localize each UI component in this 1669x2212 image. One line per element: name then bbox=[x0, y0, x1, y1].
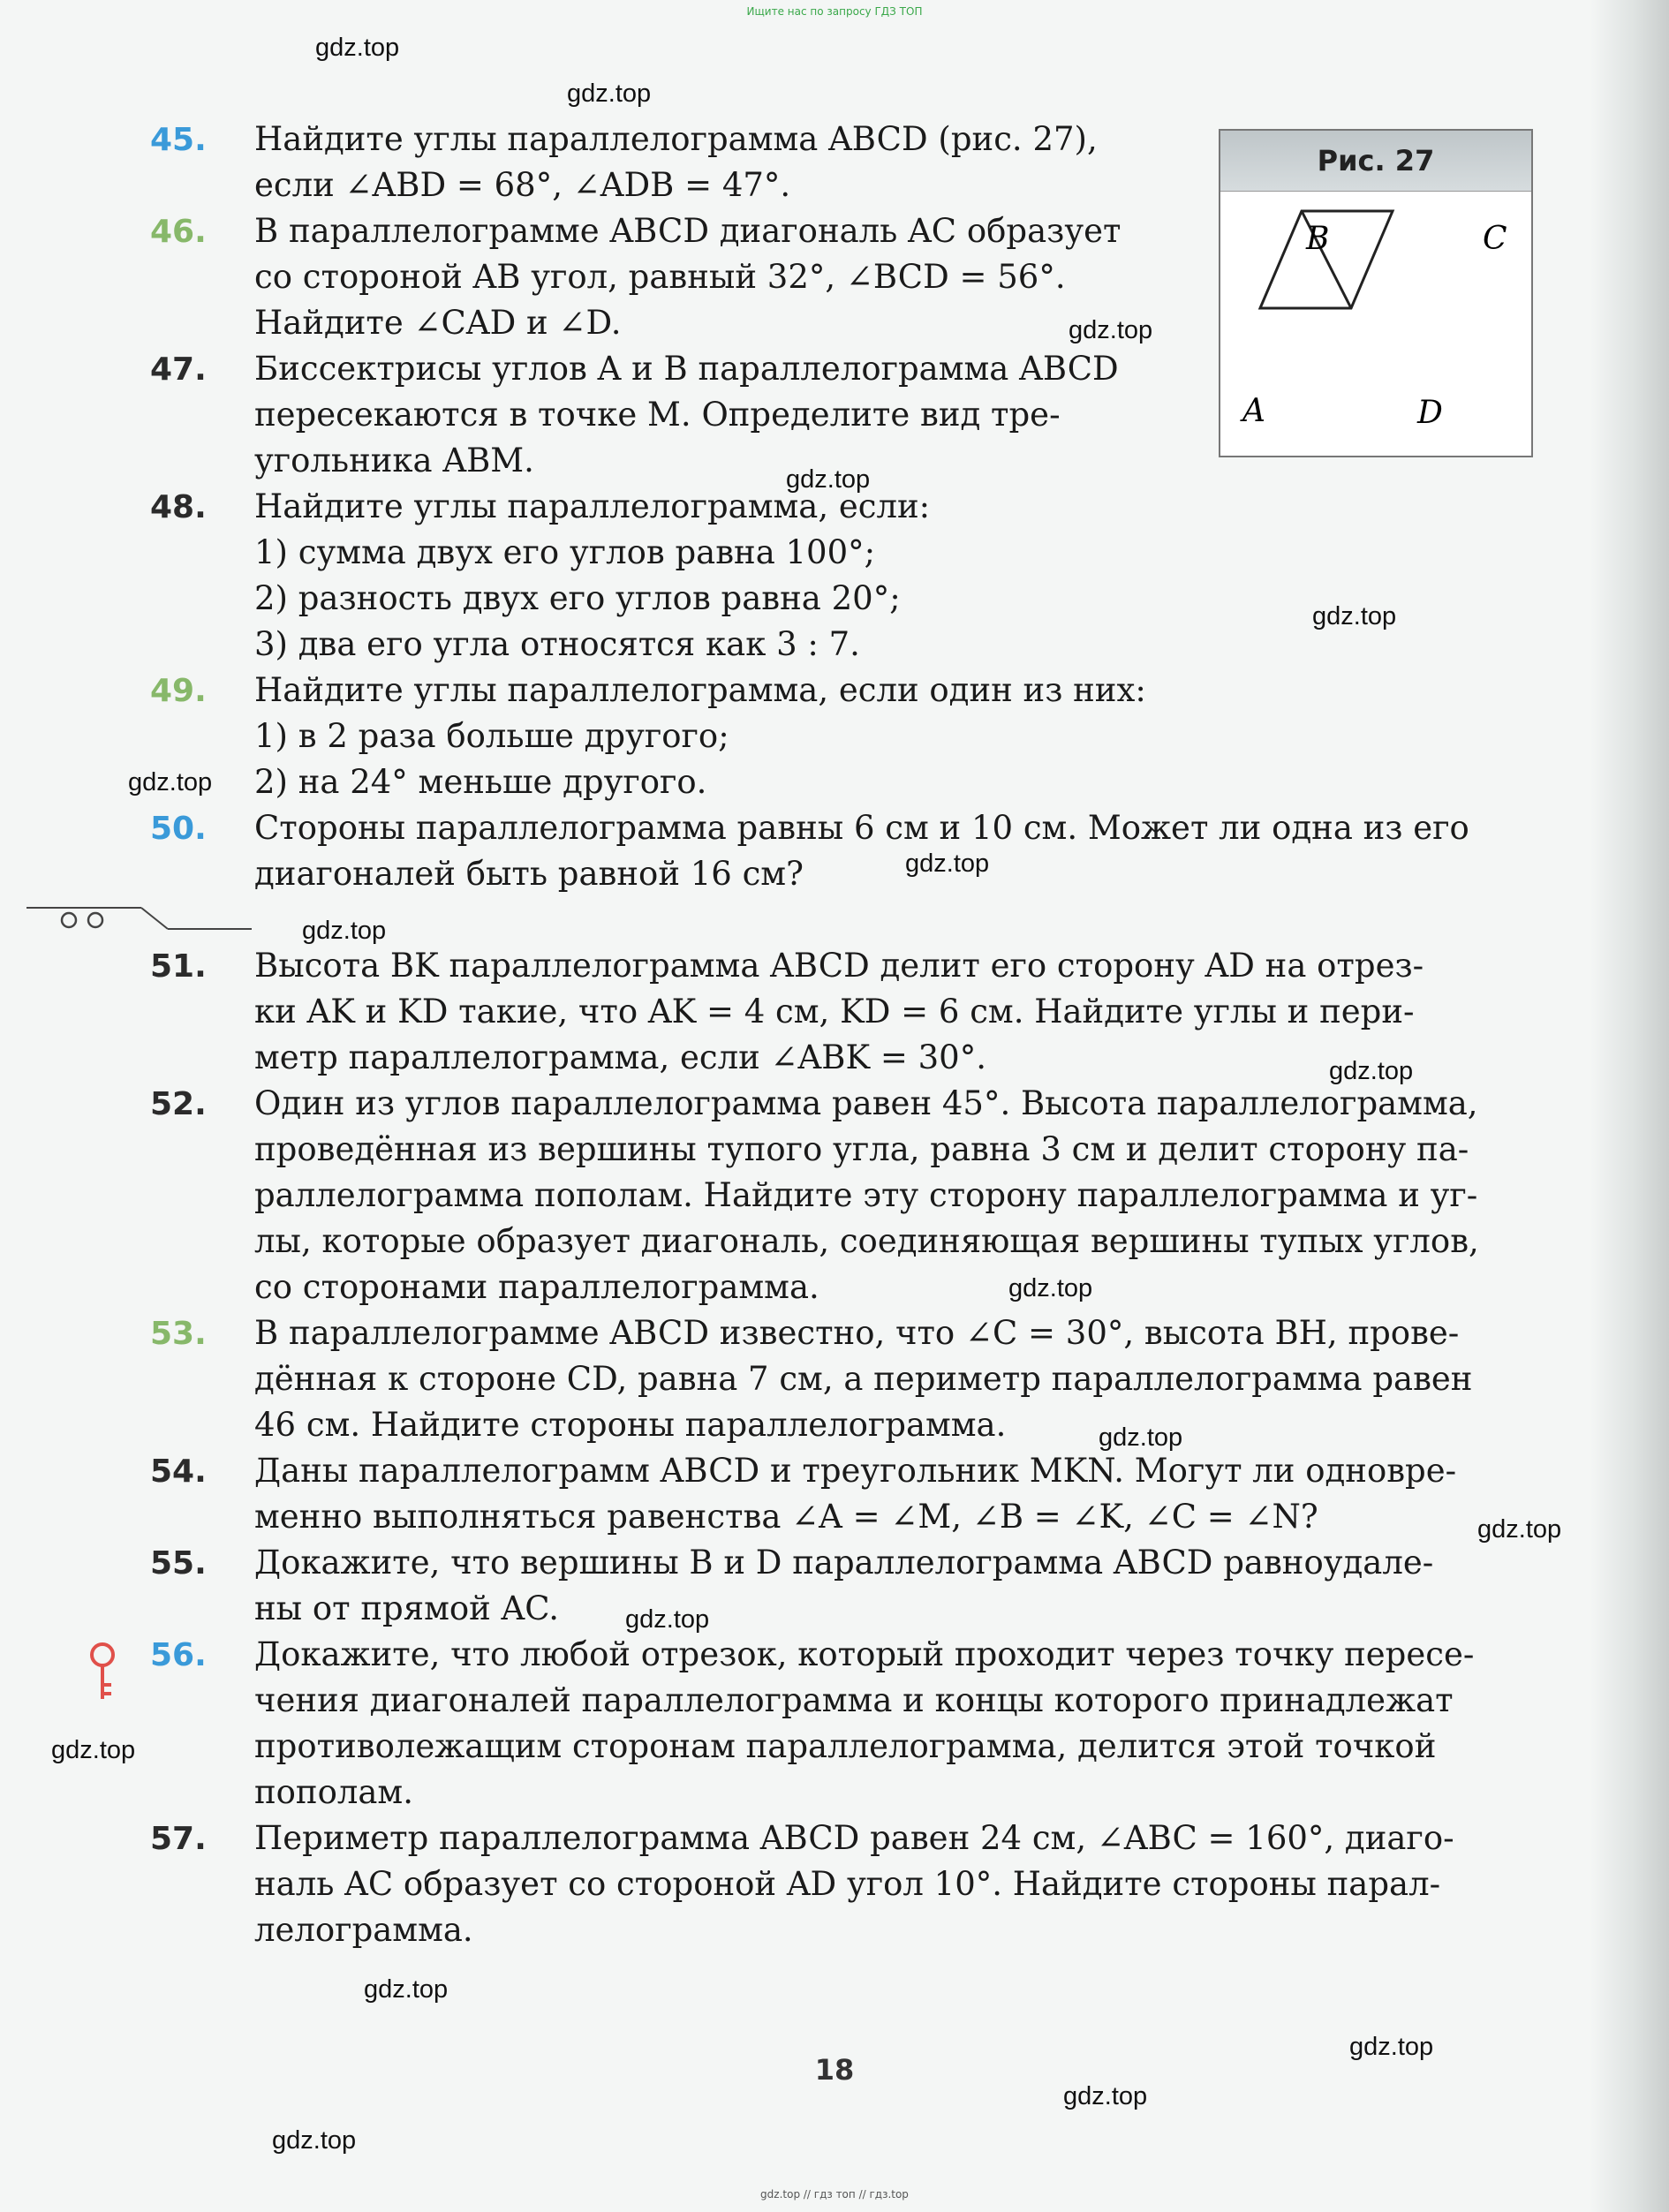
problem-text: Докажите, что вершины B и D параллелограмма ABCD равноудале- ны от прямой AC. bbox=[254, 1544, 1434, 1627]
problem-number: 46. bbox=[150, 214, 207, 250]
problem-number: 47. bbox=[150, 351, 207, 388]
problem-number: 56. bbox=[150, 1637, 207, 1673]
figure-caption: Рис. 27 bbox=[1220, 131, 1531, 192]
page-number: 18 bbox=[814, 2053, 855, 2087]
problem-text: Стороны параллелограмма равны 6 см и 10 см. Может ли одна из его диагоналей быть равной 16 см? bbox=[254, 809, 1469, 893]
parallelogram-diagram bbox=[1220, 192, 1531, 455]
watermark: gdz.top bbox=[1329, 1057, 1414, 1085]
problem-number: 50. bbox=[150, 811, 207, 847]
problem-text: Высота BK параллелограмма ABCD делит его сторону AD на отрез- ки AK и KD такие, что AK = 4 см, KD = 6 см. Найдите углы и пери- метр параллелограмма, если ∠ABK = 30°. bbox=[254, 947, 1424, 1076]
difficulty-section-marker bbox=[26, 901, 265, 936]
problem-number: 49. bbox=[150, 673, 207, 709]
problem-text: Докажите, что любой отрезок, который проходит через точку пересе- чения диагоналей параллелограмма и концы которого принадлежат противолежащим сторонам параллелограмма, делится этой точкой пополам. bbox=[254, 1635, 1475, 1811]
problem-text: Один из углов параллелограмма равен 45°. Высота параллелограмма, проведённая из вершины тупого угла, равна 3 см и делит сторону па- раллелограмма пополам. Найдите эту сторону параллелограмма и уг- лы, которые образует диагональ, соединяющая вершины тупых углов, со сторонами параллелограмма. bbox=[254, 1084, 1479, 1306]
figure-27 bbox=[1219, 129, 1533, 457]
problem-number: 57. bbox=[150, 1821, 207, 1857]
problem-number: 52. bbox=[150, 1086, 207, 1122]
problem-text: Периметр параллелограмма ABCD равен 24 см, ∠ABC = 160°, диаго- наль AC образует со стороной AD угол 10°. Найдите стороны парал- лелограмма. bbox=[254, 1819, 1454, 1949]
page-edge-shadow bbox=[1590, 0, 1669, 2212]
watermark: gdz.top bbox=[567, 79, 652, 108]
watermark: gdz.top bbox=[315, 34, 400, 62]
problem-text: Найдите углы параллелограмма, если один из них: 1) в 2 раза больше другого; 2) на 24° меньше другого. bbox=[254, 671, 1146, 801]
circle-icon bbox=[62, 913, 76, 927]
problem-number: 53. bbox=[150, 1316, 207, 1352]
watermark: gdz.top bbox=[1099, 1423, 1183, 1452]
problem-number: 55. bbox=[150, 1545, 207, 1582]
label-c: C bbox=[1483, 221, 1507, 257]
label-a: A bbox=[1242, 393, 1265, 429]
problem-text: Найдите углы параллелограмма, если: 1) сумма двух его углов равна 100°; 2) разность двух его углов равна 20°; 3) два его угла относятся как 3 : 7. bbox=[254, 487, 931, 663]
problem-text: В параллелограмме ABCD диагональ AC образует со стороной AB угол, равный 32°, ∠BCD = 56°. Найдите ∠CAD и ∠D. bbox=[254, 212, 1121, 342]
problem-number: 45. bbox=[150, 122, 207, 158]
watermark: gdz.top bbox=[625, 1605, 710, 1634]
label-d: D bbox=[1417, 395, 1443, 431]
watermark: gdz.top bbox=[1477, 1515, 1562, 1544]
watermark: gdz.top bbox=[128, 768, 213, 796]
problem-text: Даны параллелограмм ABCD и треугольник MKN. Могут ли одновре- менно выполняться равенства ∠A = ∠M, ∠B = ∠K, ∠C = ∠N? bbox=[254, 1452, 1457, 1536]
problem-text: В параллелограмме ABCD известно, что ∠C = 30°, высота BH, прове- дённая к стороне CD, равна 7 см, а периметр параллелограмма равен 46 см. Найдите стороны параллелограмма. bbox=[254, 1314, 1473, 1444]
problem-text: Найдите углы параллелограмма ABCD (рис. 27), если ∠ABD = 68°, ∠ADB = 47°. bbox=[254, 120, 1098, 204]
watermark: gdz.top bbox=[1312, 602, 1397, 630]
problem-number: 48. bbox=[150, 489, 207, 525]
bottom-banner: gdz.top // гдз топ // гдз.top bbox=[760, 2188, 909, 2201]
watermark: gdz.top bbox=[1349, 2033, 1434, 2061]
problem-number: 51. bbox=[150, 948, 207, 985]
circle-icon bbox=[88, 913, 102, 927]
watermark: gdz.top bbox=[786, 465, 871, 494]
watermark: gdz.top bbox=[272, 2126, 357, 2155]
watermark: gdz.top bbox=[302, 917, 387, 945]
watermark: gdz.top bbox=[1069, 316, 1153, 344]
problem-text: Биссектрисы углов A и B параллелограмма ABCD пересекаются в точке M. Определите вид тре- угольника ABM. bbox=[254, 350, 1119, 479]
key-icon bbox=[85, 1641, 120, 1702]
top-banner: Ищите нас по запросу ГДЗ ТОП bbox=[746, 5, 923, 18]
watermark: gdz.top bbox=[364, 1975, 449, 2004]
label-b: B bbox=[1306, 221, 1330, 257]
watermark: gdz.top bbox=[1008, 1274, 1093, 1302]
problem-number: 54. bbox=[150, 1453, 207, 1490]
watermark: gdz.top bbox=[905, 849, 990, 878]
watermark: gdz.top bbox=[1063, 2082, 1148, 2110]
watermark: gdz.top bbox=[51, 1736, 136, 1764]
